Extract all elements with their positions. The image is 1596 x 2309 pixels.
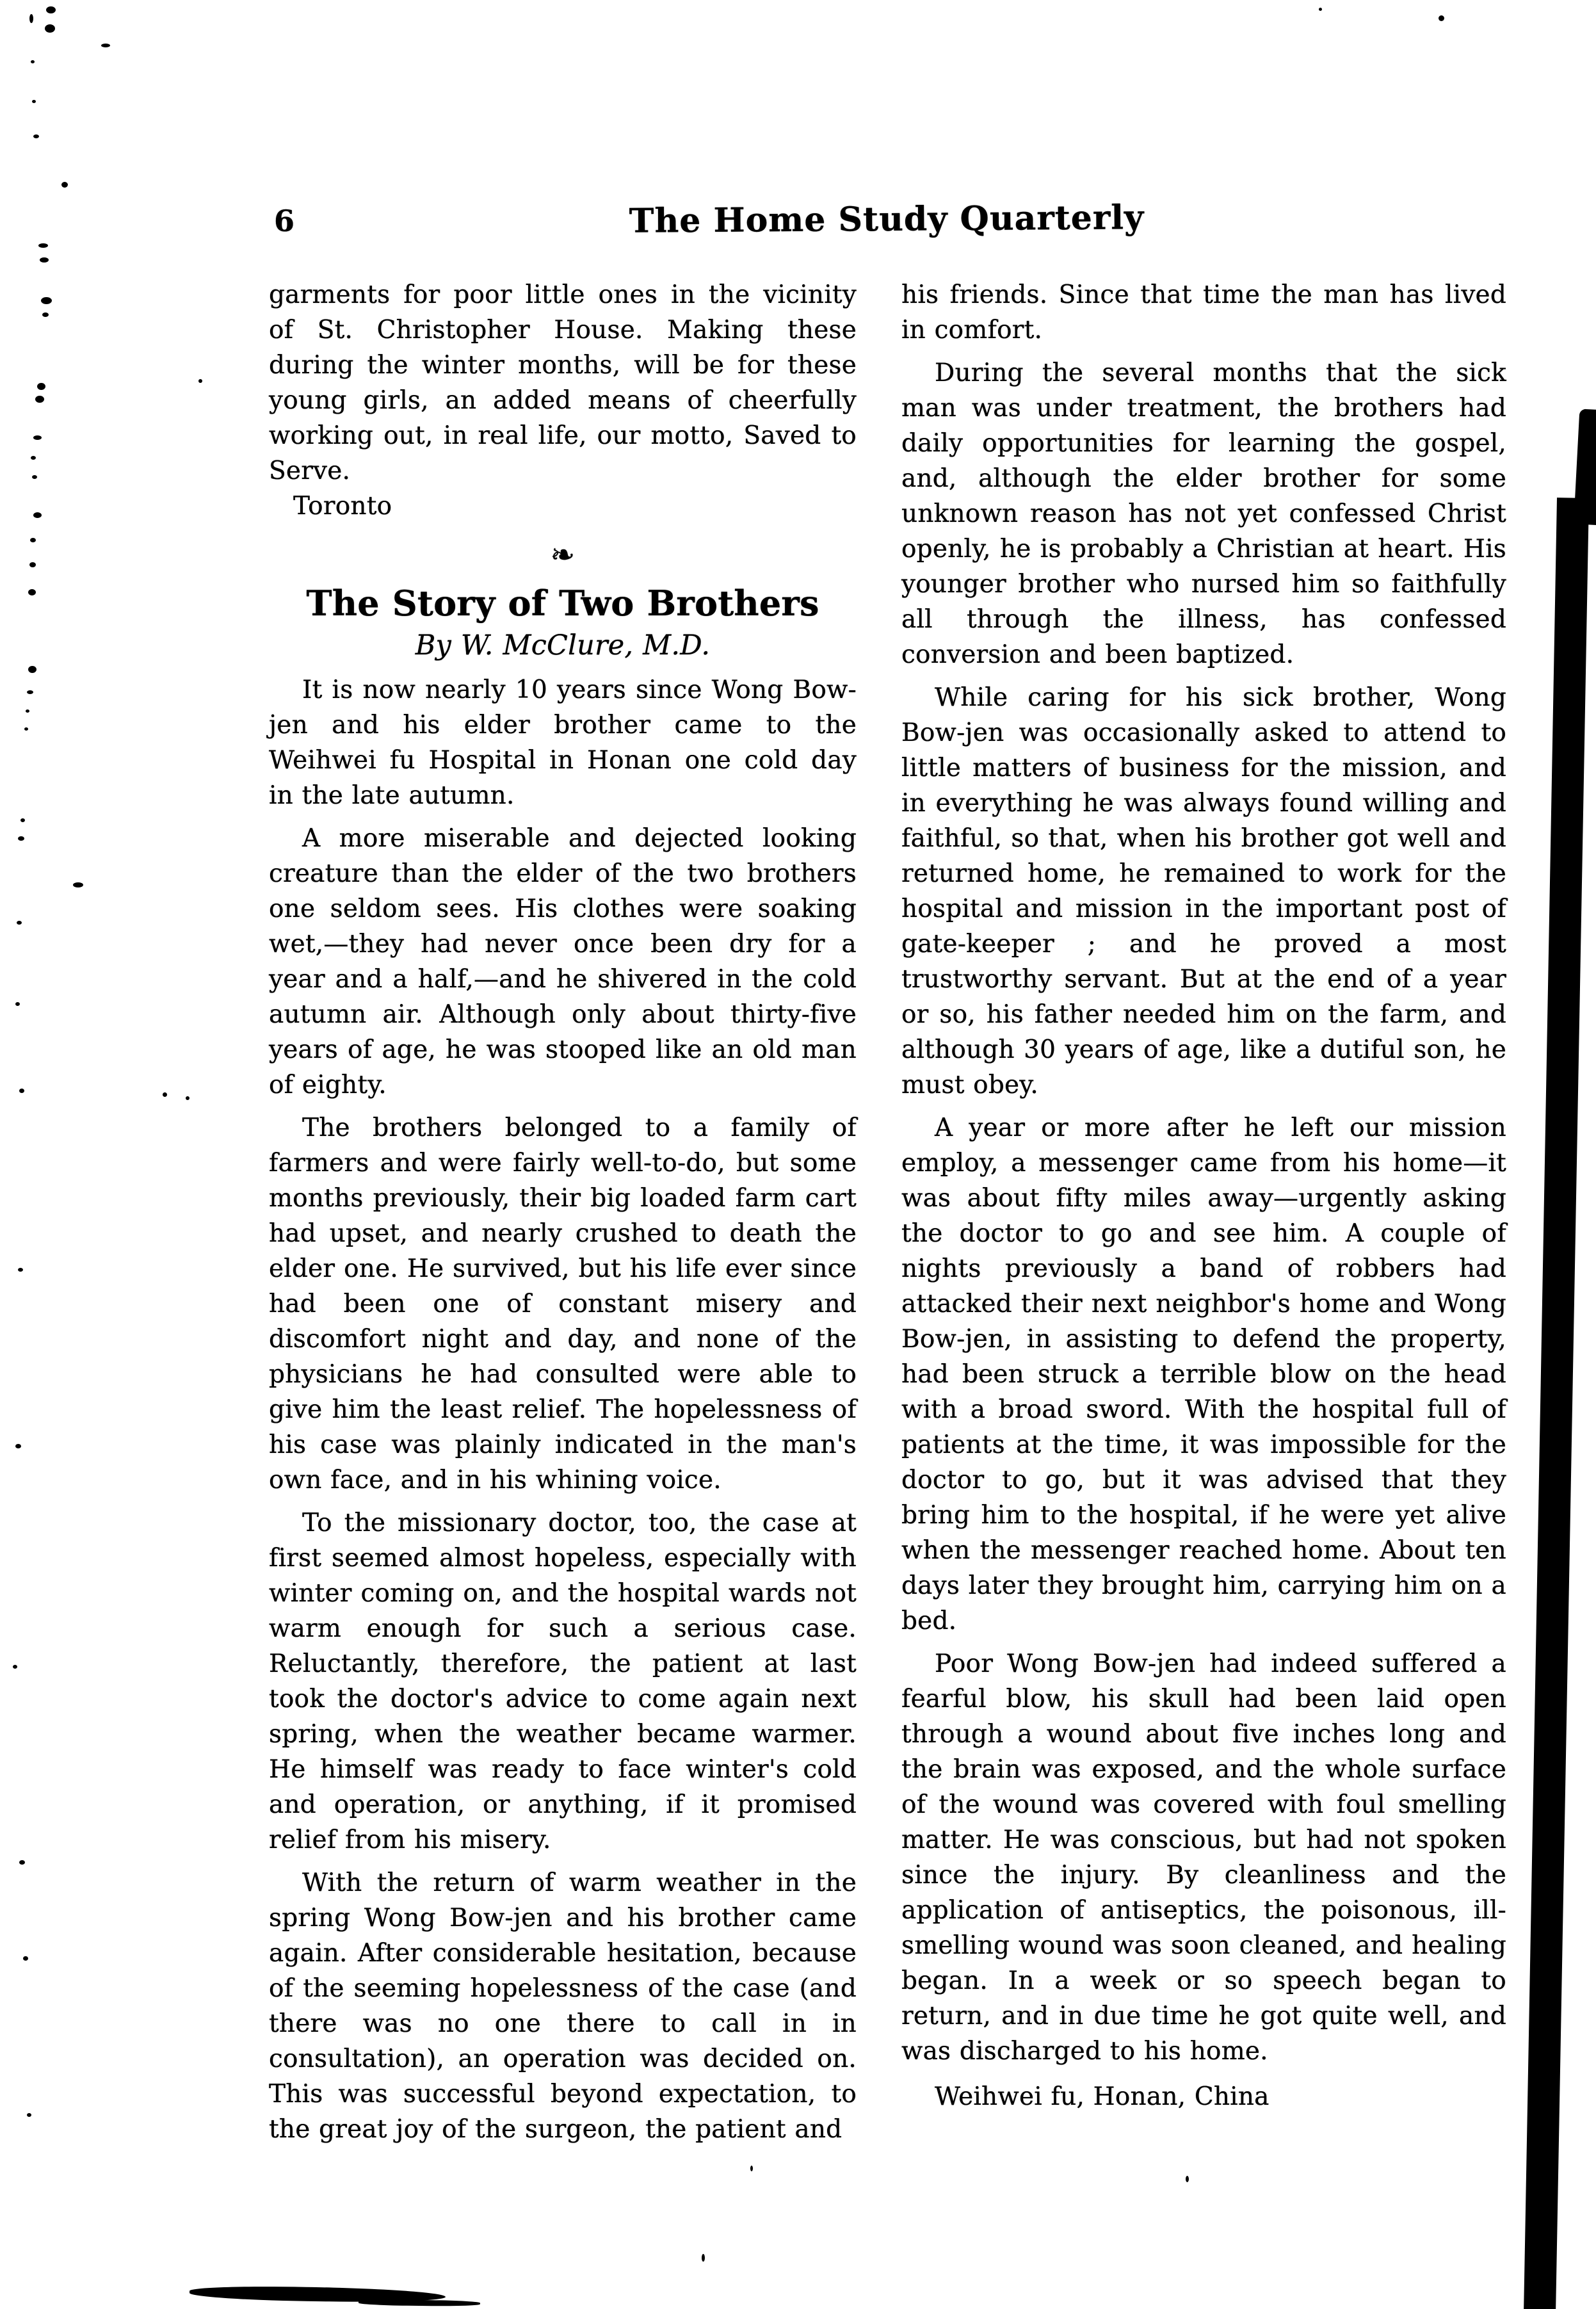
ink-speck [1319, 8, 1322, 11]
ink-speck [38, 243, 48, 248]
left-column [269, 277, 857, 2147]
ink-speck [32, 100, 36, 103]
ink-speck [46, 6, 56, 13]
ink-speck [73, 882, 83, 887]
place-signoff: Weihwei fu, Honan, China [935, 2082, 1270, 2111]
gutter-shadow-bar [1522, 498, 1589, 2309]
article-paragraph: During the several months that the sick man was under treatment, the brothers had daily opportunities for learning the gospel, and, although the elder brother for some unknown reason has not yet confessed Christ openly, he is probably a Christian at heart. His younger brother who nursed him so faithfully all through the illness, has confessed conversion and been baptized. [901, 359, 1506, 669]
ink-speck [28, 589, 36, 595]
ink-speck [20, 818, 25, 822]
fleuron-ornament-icon: ❧ [550, 537, 576, 572]
ink-speck [31, 456, 36, 460]
ink-speck [61, 182, 68, 188]
ink-speck [702, 2254, 705, 2262]
ink-speck [1186, 2176, 1189, 2182]
ink-speck [40, 257, 49, 263]
continuation-paragraph: garments for poor little ones in the vicinity of St. Christopher House. Making these during the winter months, will be for these young girls, an added means of cheerfully working out, in real life, our motto, Saved to Serve. [269, 280, 857, 485]
ink-speck [19, 1860, 25, 1865]
ink-speck [24, 727, 28, 731]
ink-speck [42, 312, 49, 317]
journal-title: The Home Study Quarterly [629, 198, 1145, 241]
ink-speck [41, 297, 52, 304]
ink-speck [35, 396, 44, 403]
article-paragraph: A more miserable and dejected looking creature than the elder of the two brothers one seldom sees. His clothes were soaking wet,—they had never once been dry for a year and a half,—and he shivered in the cold autumn air. Although only about thirty-five years of age, he was stooped like an old man of eighty. [269, 824, 857, 1099]
ink-speck [18, 836, 24, 841]
ink-speck [198, 379, 202, 383]
ink-speck [750, 2166, 753, 2171]
ink-speck [37, 383, 45, 390]
article-paragraph: The brothers belonged to a family of farmers and were fairly well-to-do, but some months previously, their big loaded farm cart had upset, and nearly crushed to death the elder one. He survived, but his life ever since had been one of constant misery and discomfort night and day, and none of the physicians he had consulted were able to give him the least relief. The hopelessness of his case was plainly indicated in the man's own face, and in his whining voice. [269, 1114, 857, 1495]
ink-speck [31, 60, 35, 63]
article-paragraph: A year or more after he left our mission employ, a messenger came from his home—it was about fifty miles away—urgently asking the doctor to go and see him. A couple of nights previously a band of robbers had attacked their next neighbor's home and Wong Bow-jen, in assisting to defend the property, had been struck a terrible blow on the head with a broad sword. With the hospital full of patients at the time, it was impossible for the doctor to go, but it was advised that they bring him to the hospital, if he were yet alive when the messenger reached home. About ten days later they brought him, carrying him on a bed. [901, 1114, 1506, 1635]
article-paragraph: Poor Wong Bow-jen had indeed suffered a fearful blow, his skull had been laid open through a wound about five inches long and the brain was exposed, and the whole surface of the wound was covered with foul smelling matter. He was conscious, but had not spoken since the injury. By cleanliness and the application of antiseptics, the poisonous, ill-smelling wound was soon cleaned, and healing began. In a week or so speech began to return, and in due time he got quite well, and was discharged to his home. [901, 1649, 1506, 2066]
article-paragraph: To the missionary doctor, too, the case at first seemed almost hopeless, especially with winter coming on, and the hospital wards not warm enough for such a serious case. Reluctantly, therefore, the patient at last took the doctor's advice to come again next spring, when the weather became warmer. He himself was ready to face winter's cold and operation, or anything, if it promised relief from his misery. [269, 1509, 857, 1854]
ink-speck [13, 1665, 17, 1669]
ink-speck [29, 14, 33, 23]
ink-speck [15, 1002, 20, 1006]
ink-speck [45, 24, 55, 33]
ink-speck [27, 2113, 31, 2117]
right-column [901, 277, 1506, 2114]
ink-speck [30, 538, 36, 542]
ink-speck [163, 1092, 167, 1097]
article-title: The Story of Two Brothers [306, 583, 819, 624]
ink-speck [26, 709, 29, 713]
ink-speck [33, 435, 42, 440]
ink-speck [186, 1096, 189, 1100]
ink-speck [18, 1268, 23, 1272]
ink-speck [29, 562, 36, 567]
ink-speck [17, 921, 22, 925]
article-paragraph: his friends. Since that time the man has lived in comfort. [901, 280, 1506, 344]
toronto-signoff: Toronto [293, 492, 392, 521]
bottom-ink-smudge-tail [359, 2299, 480, 2306]
article-byline: By W. McClure, M.D. [415, 629, 711, 661]
ink-speck [33, 134, 39, 138]
ink-speck [19, 1089, 24, 1093]
ink-speck [28, 666, 36, 673]
ink-speck [33, 512, 42, 518]
article-paragraph: It is now nearly 10 years since Wong Bow-jen and his elder brother came to the Weihwei fu Hospital in Honan one cold day in the late autumn. [269, 676, 857, 810]
ink-speck [1439, 15, 1444, 21]
article-paragraph: With the return of warm weather in the spring Wong Bow-jen and his brother came again. After considerable hesitation, because of the seeming hopelessness of the case (and there was no one there to call in in consultation), an operation was decided on. This was successful beyond expectation, to the great joy of the surgeon, the patient and [269, 1868, 857, 2144]
ink-speck [15, 1444, 21, 1448]
ink-speck [23, 1956, 28, 1961]
ink-speck [32, 475, 37, 479]
ink-speck [101, 44, 110, 47]
article-paragraph: While caring for his sick brother, Wong Bow-jen was occasionally asked to attend to little matters of business for the mission, and in everything he was always found willing and faithful, so that, when his brother got well and returned home, he remained to work for the hospital and mission in the important post of gate-keeper ; and he proved a most trustworthy servant. But at the end of a year or so, his father needed him on the farm, and although 30 years of age, like a dutiful son, he must obey. [901, 683, 1506, 1099]
page-number: 6 [274, 204, 295, 238]
ink-speck [27, 690, 33, 694]
